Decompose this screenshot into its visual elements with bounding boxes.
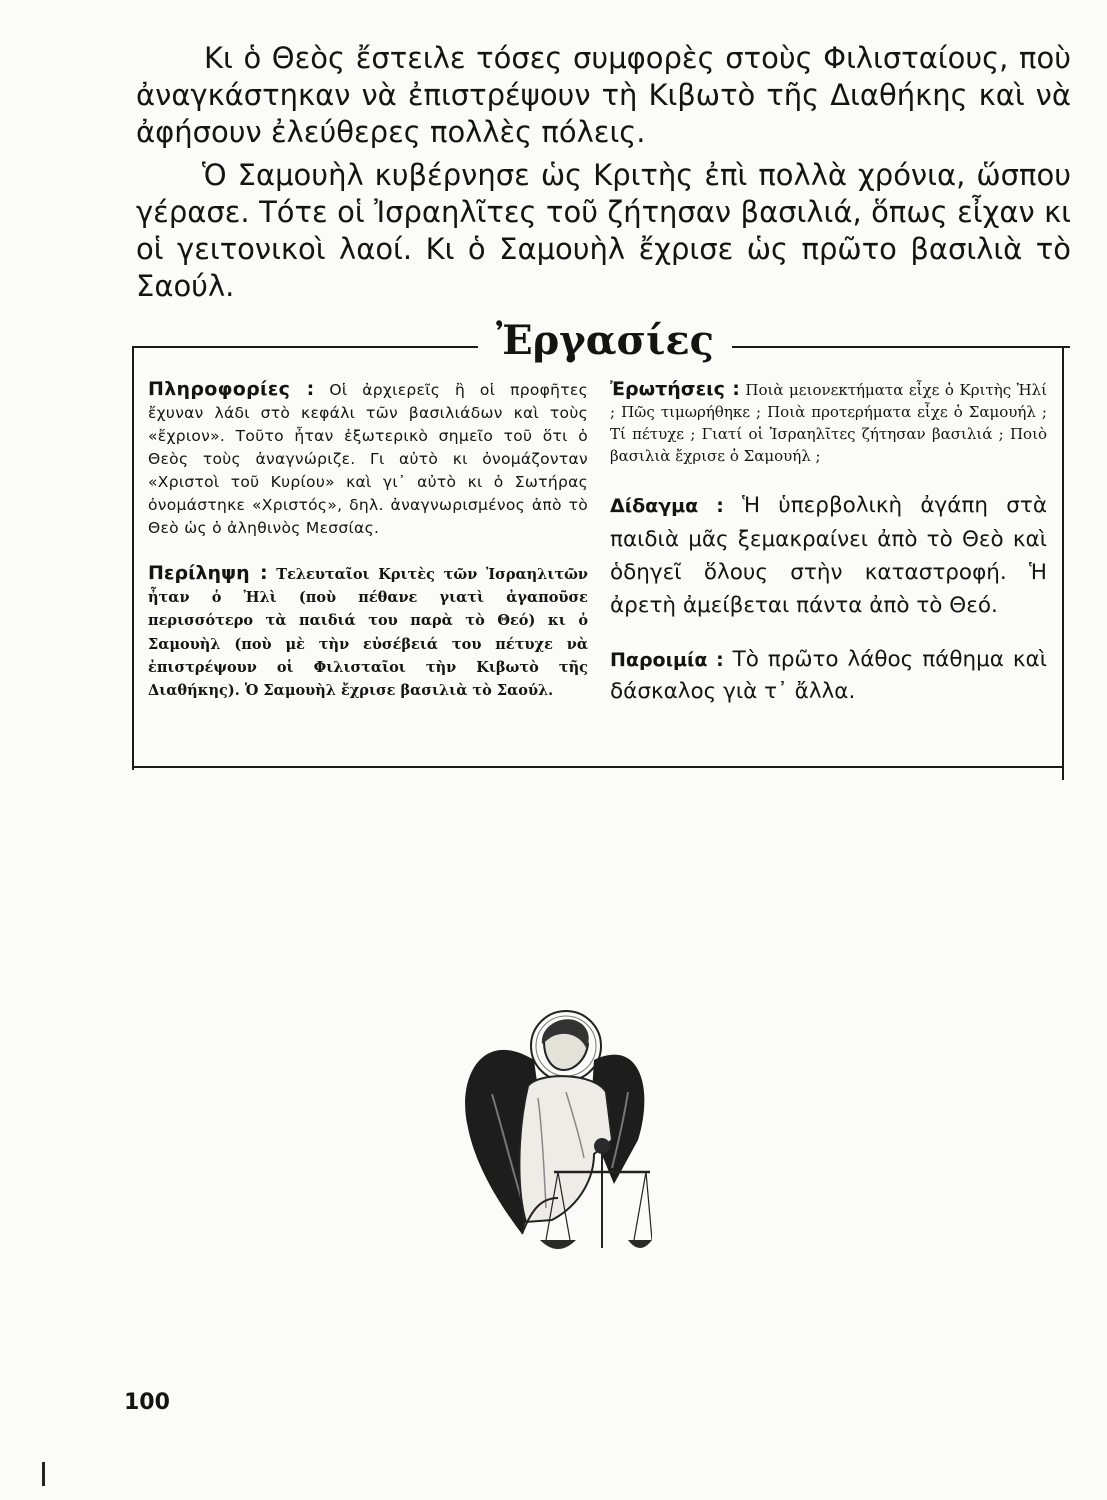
info-label: Πληροφορίες : bbox=[148, 378, 315, 400]
scan-mark bbox=[42, 1462, 45, 1486]
intro-paragraph-2: Ὁ Σαμουὴλ κυβέρνησε ὡς Κριτὴς ἐπὶ πολλὰ χρόνια, ὥσπου γέρασε. Τότε οἱ Ἰσραηλῖτες τοῦ ζήτησαν βασιλιά, ὅπως εἶχαν κι οἱ γειτονικοὶ λαοί. Κι ὁ Σαμουὴλ ἔχρισε ὡς πρῶτο βασιλιὰ τὸ Σαούλ. bbox=[136, 158, 1071, 303]
box-right-border bbox=[1062, 346, 1064, 780]
angel-with-scales-icon bbox=[462, 1008, 652, 1274]
info-text: Οἱ ἀρχιερεῖς ἢ οἱ προφῆτες ἔχυναν λάδι στὸ κεφάλι τῶν βασιλιάδων καὶ τοὺς «ἔχριον». Τοῦτο ἦταν ἐξωτερικὸ σημεῖο τοῦ ὅτι ὁ Θεὸς τοὺς ἀναγνώριζε. Γι αὐτὸ κι ὀνομάζονταν «Χριστοὶ τοῦ Κυρίου» καὶ γι᾽ αὐτὸ κι ὁ Σωτήρας ὀνομάστηκε «Χριστός», δηλ. ἀναγνωρισμένος ἀπὸ τὸ Θεὸ ὡς ὁ ἀληθινὸς Μεσσίας. bbox=[148, 381, 588, 537]
box-left-border bbox=[132, 346, 134, 770]
intro-text bbox=[136, 40, 1071, 305]
box-bottom-border bbox=[132, 766, 1064, 768]
intro-paragraph-1: Κι ὁ Θεὸς ἔστειλε τόσες συμφορὲς στοὺς Φιλισταίους, ποὺ ἀναγκάστηκαν νὰ ἐπιστρέψουν τὴ Κιβωτὸ τῆς Διαθήκης καὶ νὰ ἀφήσουν ἐλεύθερες πολλὲς πόλεις. bbox=[136, 41, 1071, 149]
left-column bbox=[148, 378, 588, 724]
summary-label: Περίληψη : bbox=[148, 562, 268, 584]
proverb-block bbox=[610, 644, 1047, 708]
summary-text: Τελευταῖοι Κριτὲς τῶν Ἰσραηλιτῶν ἦταν ὁ Ἠλὶ (ποὺ πέθανε γιατὶ ἀγαποῦσε περισσότερο τὰ παιδιά του παρὰ τὸ Θεό) κι ὁ Σαμουὴλ (ποὺ μὲ τὴν εὐσέβειά του πέτυχε νὰ ἐπιστρέψουν οἱ Φιλισταῖοι τὴν Κιβωτὸ τῆς Διαθήκης). Ὁ Σαμουὴλ ἔχρισε βασιλιὰ τὸ Σαούλ. bbox=[148, 566, 588, 700]
title-rule-right bbox=[732, 346, 1070, 348]
questions-label: Ἐρωτήσεις : bbox=[610, 378, 740, 400]
questions-text: Ποιὰ μειονεκτήματα εἶχε ὁ Κριτὴς Ἠλί ; Πῶς τιμωρήθηκε ; Ποιὰ προτερήματα εἶχε ὁ Σαμουήλ ; Τί πέτυχε ; Γιατί οἱ Ἰσραηλῖτες ζήτησαν βασιλιά ; Ποιὸ βασιλιὰ ἔχρισε ὁ Σαμουήλ ; bbox=[610, 381, 1047, 465]
lesson-label: Δίδαγμα : bbox=[610, 495, 724, 517]
lesson-text: Ἡ ὑπερβολικὴ ἀγάπη στὰ παιδιὰ μᾶς ξεμακραίνει ἀπὸ τὸ Θεὸ καὶ ὁδηγεῖ ὅλους στὴν καταστροφή. Ἡ ἀρετὴ ἀμείβεται πάντα ἀπὸ τὸ Θεό. bbox=[610, 493, 1047, 618]
info-block bbox=[148, 378, 588, 540]
page-number: 100 bbox=[124, 1390, 170, 1415]
proverb-text: Τὸ πρῶτο λάθος πάθημα καὶ δάσκαλος γιὰ τ᾽ ἄλλα. bbox=[610, 647, 1047, 704]
exercises-title: Ἐργασίες bbox=[495, 317, 714, 364]
summary-block bbox=[148, 562, 588, 702]
title-rule-left bbox=[134, 346, 478, 348]
questions-block bbox=[610, 378, 1047, 467]
right-column bbox=[610, 378, 1047, 730]
lesson-block bbox=[610, 489, 1047, 622]
proverb-label: Παροιμία : bbox=[610, 649, 724, 671]
